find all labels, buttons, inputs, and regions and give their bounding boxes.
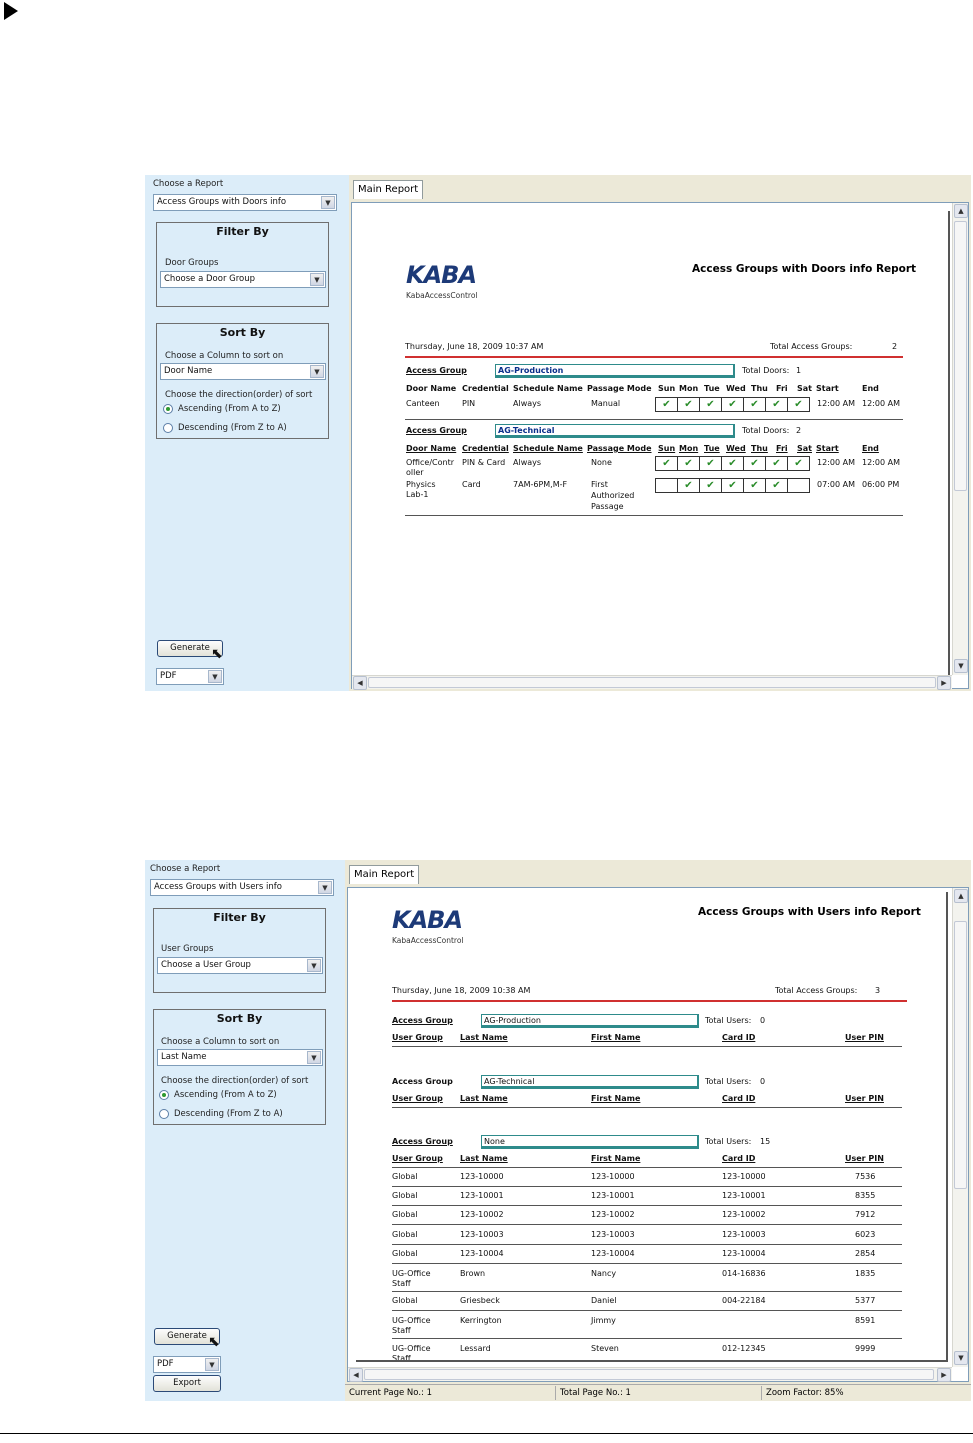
card-id-cell: 123-10000 — [722, 1172, 766, 1181]
card-id-cell: 004-22184 — [722, 1296, 766, 1305]
total-groups-label: Total Access Groups: — [775, 986, 858, 995]
sort-column-value: Door Name — [164, 366, 213, 376]
col-end: End — [862, 444, 879, 453]
export-button[interactable]: Export — [153, 1375, 221, 1392]
filter-label: Door Groups — [165, 258, 219, 268]
filter-by-group — [153, 908, 326, 993]
access-group-label: Access Group — [406, 426, 467, 435]
check-icon: ✔ — [721, 397, 744, 412]
passage-mode: None — [591, 458, 612, 467]
check-icon: ✔ — [765, 397, 788, 412]
report-date: Thursday, June 18, 2009 10:37 AM — [405, 342, 544, 351]
day-checks — [656, 397, 810, 412]
group-divider — [405, 419, 903, 420]
col-user-group: User Group — [392, 1094, 443, 1103]
sort-by-title: Sort By — [219, 326, 266, 339]
col-tue: Tue — [704, 444, 720, 453]
row-divider — [392, 1291, 902, 1292]
col-card-id: Card ID — [722, 1154, 756, 1163]
report-page — [362, 211, 950, 677]
group-divider — [405, 515, 903, 516]
scroll-thumb[interactable] — [368, 677, 936, 688]
user-pin-cell: 5377 — [855, 1296, 876, 1305]
door-name: Canteen — [406, 399, 440, 408]
sort-column-label: Choose a Column to sort on — [161, 1037, 280, 1047]
report-select-value: Access Groups with Doors info — [157, 197, 287, 207]
schedule-name: 7AM-6PM,M-F — [513, 480, 568, 489]
filter-select[interactable] — [160, 271, 326, 288]
filter-label: User Groups — [161, 944, 214, 954]
total-doors-label: Total Doors: — [742, 366, 790, 375]
col-last-name: Last Name — [460, 1154, 508, 1163]
sort-column-label: Choose a Column to sort on — [165, 351, 284, 361]
col-user-group: User Group — [392, 1033, 443, 1042]
screenshot-users-report — [145, 860, 971, 1401]
choose-report-label: Choose a Report — [153, 179, 224, 189]
row-divider — [392, 1310, 902, 1311]
format-select-value: PDF — [157, 1359, 174, 1369]
total-groups-label: Total Access Groups: — [770, 342, 853, 351]
col-door-name: Door Name — [406, 444, 457, 453]
col-schedule-name: Schedule Name — [513, 384, 583, 393]
horizontal-scrollbar[interactable] — [348, 1367, 952, 1381]
vertical-scrollbar[interactable] — [952, 203, 968, 675]
check-icon: ✔ — [721, 456, 744, 471]
tab-main-report[interactable]: Main Report — [353, 180, 423, 199]
col-first-name: First Name — [591, 1154, 641, 1163]
report-options-panel — [145, 860, 345, 1401]
door-name: Physics — [406, 480, 436, 489]
total-doors-label: Total Doors: — [742, 426, 790, 435]
passage-mode: First — [591, 480, 608, 489]
current-page-status: Current Page No.: 1 — [349, 1388, 432, 1398]
report-page — [356, 892, 948, 1362]
sort-direction-label: Choose the direction(order) of sort — [165, 390, 313, 400]
mouse-pointer-icon: ⬉ — [208, 1334, 220, 1350]
col-last-name: Last Name — [460, 1033, 508, 1042]
col-thu: Thu — [751, 444, 768, 453]
user-group-cell: Global — [392, 1210, 418, 1219]
card-id-cell: 123-10002 — [722, 1210, 766, 1219]
screenshot-doors-report — [145, 175, 971, 691]
user-pin-cell: 2854 — [855, 1249, 876, 1258]
zoom-status: Zoom Factor: 85% — [761, 1386, 971, 1400]
col-start: Start — [816, 444, 839, 453]
card-id-cell: 123-10001 — [722, 1191, 766, 1200]
check-icon: ✔ — [699, 478, 722, 493]
report-title: Access Groups with Doors info Report — [692, 263, 917, 275]
total-users-value: 15 — [760, 1137, 771, 1146]
check-icon: ✔ — [699, 456, 722, 471]
end-time: 12:00 AM — [862, 399, 900, 408]
col-credential: Credential — [462, 444, 509, 453]
day-checks — [656, 456, 810, 471]
sort-by-title: Sort By — [216, 1012, 263, 1025]
last-name-cell: Kerrington — [460, 1316, 502, 1325]
col-door-name: Door Name — [406, 384, 457, 393]
schedule-name: Always — [513, 399, 542, 408]
choose-report-label: Choose a Report — [150, 864, 221, 874]
last-name-cell: Lessard — [460, 1344, 491, 1353]
day-checks — [656, 478, 810, 493]
user-group-cell: UG-Office — [392, 1316, 431, 1325]
col-credential: Credential — [462, 384, 509, 393]
access-group-label: Access Group — [392, 1077, 453, 1086]
check-icon: ✔ — [677, 478, 700, 493]
col-sat: Sat — [797, 444, 812, 453]
col-sat: Sat — [797, 384, 812, 393]
last-name-cell: Brown — [460, 1269, 486, 1278]
filter-by-title: Filter By — [216, 225, 269, 238]
sort-column-select[interactable] — [160, 363, 326, 380]
empty-check — [787, 478, 810, 493]
end-time: 06:00 PM — [862, 480, 900, 489]
col-sun: Sun — [658, 444, 676, 453]
access-group-label: Access Group — [392, 1016, 453, 1025]
chevron-down-icon[interactable]: ▼ — [307, 959, 321, 972]
report-options-panel — [145, 175, 349, 691]
chevron-down-icon[interactable]: ▼ — [321, 196, 335, 209]
chevron-down-icon[interactable]: ▼ — [318, 881, 332, 894]
col-user-pin: User PIN — [845, 1094, 884, 1103]
report-frame — [347, 887, 969, 1382]
chevron-down-icon[interactable]: ▼ — [310, 273, 324, 286]
col-fri: Fri — [776, 444, 788, 453]
check-icon: ✔ — [787, 456, 810, 471]
row-divider — [392, 1244, 902, 1245]
user-group-cell: UG-Office — [392, 1344, 431, 1353]
check-icon: ✔ — [743, 397, 766, 412]
chevron-down-icon[interactable]: ▼ — [307, 1051, 321, 1064]
first-name-cell: 123-10003 — [591, 1230, 635, 1239]
user-group-cell-cont: Staff — [392, 1326, 411, 1335]
tab-main-report[interactable]: Main Report — [349, 865, 419, 884]
door-name-cont: oller — [406, 468, 424, 477]
generate-button[interactable]: Generate — [157, 640, 223, 657]
col-mon: Mon — [679, 384, 699, 393]
total-users-value: 0 — [760, 1016, 766, 1025]
card-id-cell: 123-10004 — [722, 1249, 766, 1258]
col-passage-mode: Passage Mode — [587, 444, 652, 453]
scroll-thumb[interactable] — [364, 1369, 934, 1380]
access-group-name: AG-Production — [495, 364, 735, 378]
col-passage-mode: Passage Mode — [587, 384, 652, 393]
chevron-down-icon[interactable]: ▼ — [205, 1358, 219, 1371]
bullet-arrow-icon — [4, 2, 18, 20]
user-group-cell: Global — [392, 1296, 418, 1305]
col-start: Start — [816, 384, 839, 393]
access-group-name: AG-Technical — [495, 424, 735, 438]
last-name-cell: 123-10004 — [460, 1249, 504, 1258]
user-pin-cell: 8591 — [855, 1316, 876, 1325]
scroll-up-icon[interactable]: ▲ — [954, 889, 968, 903]
access-group-name: AG-Technical — [481, 1075, 699, 1089]
total-users-label: Total Users: — [705, 1137, 752, 1146]
door-name-cont: Lab-1 — [406, 490, 429, 499]
ascending-label: Ascending (From A to Z) — [178, 404, 281, 414]
sort-direction-label: Choose the direction(order) of sort — [161, 1076, 309, 1086]
sort-by-group — [156, 323, 329, 439]
credential: Card — [462, 480, 481, 489]
access-group-name: None — [481, 1135, 699, 1149]
report-frame — [351, 202, 969, 689]
col-user-pin: User PIN — [845, 1033, 884, 1042]
scroll-thumb[interactable] — [954, 921, 967, 1189]
access-group-name: AG-Production — [481, 1014, 699, 1028]
report-select-value: Access Groups with Users info — [154, 882, 282, 892]
first-name-cell: Nancy — [591, 1269, 617, 1278]
scroll-right-icon[interactable]: ▶ — [937, 676, 951, 690]
total-doors-value: 2 — [796, 426, 802, 435]
first-name-cell: 123-10002 — [591, 1210, 635, 1219]
total-doors-value: 1 — [796, 366, 802, 375]
first-name-cell: 123-10001 — [591, 1191, 635, 1200]
first-name-cell: 123-10004 — [591, 1249, 635, 1258]
first-name-cell: Steven — [591, 1344, 619, 1353]
header-divider — [392, 1000, 907, 1002]
col-first-name: First Name — [591, 1094, 641, 1103]
credential: PIN & Card — [462, 458, 506, 467]
user-group-cell: UG-Office — [392, 1269, 431, 1278]
col-first-name: First Name — [591, 1033, 641, 1042]
passage-mode-cont: Authorized — [591, 491, 635, 500]
kaba-logo: KABA — [406, 261, 477, 289]
door-name: Office/Contr — [406, 458, 455, 467]
scroll-down-icon[interactable]: ▼ — [954, 659, 968, 673]
format-select-value: PDF — [160, 671, 177, 681]
vertical-scrollbar[interactable] — [952, 888, 968, 1367]
last-name-cell: Griesbeck — [460, 1296, 500, 1305]
col-wed: Wed — [726, 384, 746, 393]
status-bar — [345, 1384, 971, 1401]
first-name-cell: Jimmy — [591, 1316, 616, 1325]
total-users-label: Total Users: — [705, 1016, 752, 1025]
row-divider — [392, 1046, 902, 1047]
chevron-down-icon[interactable]: ▼ — [208, 670, 222, 683]
ascending-label: Ascending (From A to Z) — [174, 1090, 277, 1100]
check-icon: ✔ — [743, 456, 766, 471]
kaba-logo-subtitle: KabaAccessControl — [392, 936, 464, 945]
card-id-cell: 012-12345 — [722, 1344, 766, 1353]
ascending-radio[interactable] — [159, 1090, 169, 1100]
scroll-up-icon[interactable]: ▲ — [954, 204, 968, 218]
check-icon: ✔ — [655, 456, 678, 471]
schedule-name: Always — [513, 458, 542, 467]
kaba-logo: KABA — [392, 906, 463, 934]
filter-select[interactable] — [157, 957, 323, 974]
last-name-cell: 123-10002 — [460, 1210, 504, 1219]
format-select[interactable] — [156, 668, 224, 685]
check-icon: ✔ — [765, 456, 788, 471]
first-name-cell: 123-10000 — [591, 1172, 635, 1181]
col-schedule-name: Schedule Name — [513, 444, 583, 453]
check-icon: ✔ — [787, 397, 810, 412]
user-group-cell: Global — [392, 1191, 418, 1200]
horizontal-scrollbar[interactable] — [352, 675, 952, 689]
descending-radio[interactable] — [163, 423, 173, 433]
filter-select-value: Choose a Door Group — [164, 274, 256, 284]
user-pin-cell: 8355 — [855, 1191, 876, 1200]
scroll-left-icon[interactable]: ◀ — [353, 676, 367, 690]
report-select[interactable] — [153, 194, 337, 211]
mouse-pointer-icon: ⬉ — [211, 646, 223, 662]
scroll-left-icon[interactable]: ◀ — [349, 1368, 363, 1382]
user-pin-cell: 7536 — [855, 1172, 876, 1181]
col-user-group: User Group — [392, 1154, 443, 1163]
user-pin-cell: 7912 — [855, 1210, 876, 1219]
user-group-cell-cont: Staff — [392, 1354, 411, 1362]
scroll-right-icon[interactable]: ▶ — [937, 1368, 951, 1382]
total-groups-value: 2 — [892, 342, 898, 351]
user-pin-cell: 6023 — [855, 1230, 876, 1239]
col-sun: Sun — [658, 384, 676, 393]
col-user-pin: User PIN — [845, 1154, 884, 1163]
report-viewer — [349, 175, 971, 691]
start-time: 07:00 AM — [817, 480, 855, 489]
check-icon: ✔ — [721, 478, 744, 493]
check-icon: ✔ — [743, 478, 766, 493]
descending-radio[interactable] — [159, 1109, 169, 1119]
row-divider — [392, 1205, 902, 1206]
ascending-radio[interactable] — [163, 404, 173, 414]
filter-by-group — [156, 222, 329, 307]
passage-mode-cont: Passage — [591, 502, 624, 511]
last-name-cell: 123-10003 — [460, 1230, 504, 1239]
user-pin-cell: 9999 — [855, 1344, 876, 1353]
header-divider — [405, 356, 903, 358]
scroll-thumb[interactable] — [954, 221, 967, 491]
credential: PIN — [462, 399, 476, 408]
col-mon: Mon — [679, 444, 699, 453]
start-time: 12:00 AM — [817, 458, 855, 467]
last-name-cell: 123-10000 — [460, 1172, 504, 1181]
end-time: 12:00 AM — [862, 458, 900, 467]
start-time: 12:00 AM — [817, 399, 855, 408]
kaba-logo-subtitle: KabaAccessControl — [406, 291, 478, 300]
row-divider — [392, 1107, 902, 1108]
col-thu: Thu — [751, 384, 768, 393]
user-pin-cell: 1835 — [855, 1269, 876, 1278]
report-viewer — [345, 860, 971, 1401]
sort-column-select[interactable] — [157, 1049, 323, 1066]
user-group-cell: Global — [392, 1249, 418, 1258]
col-wed: Wed — [726, 444, 746, 453]
report-title: Access Groups with Users info Report — [698, 906, 921, 918]
card-id-cell: 014-16836 — [722, 1269, 766, 1278]
total-users-value: 0 — [760, 1077, 766, 1086]
user-group-cell: Global — [392, 1172, 418, 1181]
row-divider — [392, 1338, 902, 1339]
format-select[interactable] — [153, 1356, 221, 1373]
descending-label: Descending (From Z to A) — [178, 423, 287, 433]
total-groups-value: 3 — [875, 986, 881, 995]
row-divider — [392, 1263, 902, 1264]
descending-label: Descending (From Z to A) — [174, 1109, 283, 1119]
access-group-label: Access Group — [392, 1137, 453, 1146]
user-group-cell: Global — [392, 1230, 418, 1239]
total-users-label: Total Users: — [705, 1077, 752, 1086]
check-icon: ✔ — [677, 456, 700, 471]
last-name-cell: 123-10001 — [460, 1191, 504, 1200]
access-group-label: Access Group — [406, 366, 467, 375]
filter-by-title: Filter By — [213, 911, 266, 924]
col-tue: Tue — [704, 384, 720, 393]
check-icon: ✔ — [655, 397, 678, 412]
page-footer-rule — [0, 1433, 973, 1434]
empty-check — [655, 478, 678, 493]
check-icon: ✔ — [765, 478, 788, 493]
filter-select-value: Choose a User Group — [161, 960, 251, 970]
check-icon: ✔ — [677, 397, 700, 412]
col-card-id: Card ID — [722, 1033, 756, 1042]
check-icon: ✔ — [699, 397, 722, 412]
first-name-cell: Daniel — [591, 1296, 617, 1305]
total-page-status: Total Page No.: 1 — [555, 1386, 761, 1400]
report-date: Thursday, June 18, 2009 10:38 AM — [392, 986, 531, 995]
col-last-name: Last Name — [460, 1094, 508, 1103]
col-fri: Fri — [776, 384, 788, 393]
user-group-cell-cont: Staff — [392, 1279, 411, 1288]
row-divider — [392, 1186, 902, 1187]
col-end: End — [862, 384, 879, 393]
row-divider — [392, 1167, 902, 1168]
scroll-down-icon[interactable]: ▼ — [954, 1351, 968, 1365]
sort-by-group — [153, 1009, 326, 1125]
generate-button[interactable]: Generate — [154, 1328, 220, 1345]
col-card-id: Card ID — [722, 1094, 756, 1103]
sort-column-value: Last Name — [161, 1052, 207, 1062]
card-id-cell: 123-10003 — [722, 1230, 766, 1239]
passage-mode: Manual — [591, 399, 621, 408]
chevron-down-icon[interactable]: ▼ — [310, 365, 324, 378]
row-divider — [392, 1224, 902, 1225]
report-select[interactable] — [150, 879, 334, 896]
